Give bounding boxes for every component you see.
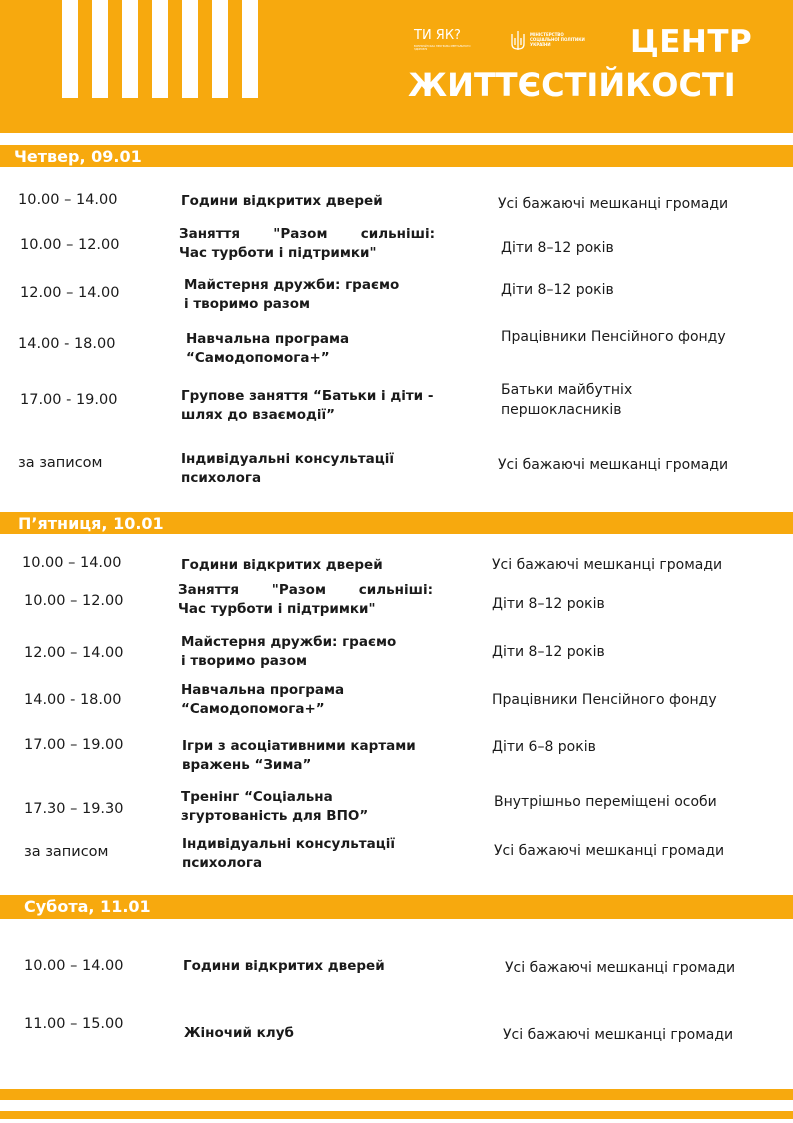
event-line: Жіночий клуб xyxy=(184,1025,294,1041)
time-slot: 10.00 – 12.00 xyxy=(20,237,120,253)
audience-line: Батьки майбутніх xyxy=(501,382,633,398)
decorative-stripe xyxy=(62,0,78,98)
time-slot: 14.00 - 18.00 xyxy=(24,692,122,708)
time-slot: 17.00 – 19.00 xyxy=(24,737,124,753)
event-title xyxy=(182,835,472,873)
audience: Працівники Пенсійного фонду xyxy=(501,329,726,345)
event-line xyxy=(179,225,435,244)
time-slot: 17.30 – 19.30 xyxy=(24,801,124,817)
ti-yak-logo: ТИ ЯК? xyxy=(414,28,461,43)
audience: Діти 8–12 років xyxy=(501,240,614,256)
audience: Усі бажаючі мешканці громади xyxy=(494,843,725,859)
event-line: Майстерня дружби: граємо xyxy=(184,277,400,293)
time-slot: 10.00 – 14.00 xyxy=(22,555,122,571)
time-slot: 17.00 - 19.00 xyxy=(20,392,118,408)
ministry-logo-text xyxy=(530,32,585,47)
event-word: Заняття xyxy=(178,582,240,598)
event-line: Години відкритих дверей xyxy=(181,557,383,573)
event-title xyxy=(184,1024,474,1043)
trident-icon xyxy=(509,30,527,52)
event-title xyxy=(181,633,471,671)
event-line: Ігри з асоціативними картами xyxy=(182,738,416,754)
audience xyxy=(501,380,632,420)
footer-line xyxy=(0,1111,793,1119)
time-slot: 14.00 - 18.00 xyxy=(18,336,116,352)
event-word: "Разом xyxy=(273,226,328,242)
title-line-2: ЖИТТЄСТІЙКОСТІ xyxy=(408,66,736,104)
event-title xyxy=(181,556,471,575)
event-title xyxy=(181,788,471,826)
ti-yak-caption: ВСЕУКРАЇНСЬКА ПРОГРАМА МЕНТАЛЬНОГО ЗДОРОВ'Я xyxy=(414,45,471,51)
audience: Внутрішньо переміщені особи xyxy=(494,794,717,810)
audience: Діти 6–8 років xyxy=(492,739,596,755)
day-label: Субота, 11.01 xyxy=(24,897,151,916)
event-line: Час турботи і підтримки" xyxy=(179,245,377,261)
time-slot: 12.00 – 14.00 xyxy=(20,285,120,301)
event-line: Години відкритих дверей xyxy=(183,958,385,974)
audience: Діти 8–12 років xyxy=(492,644,605,660)
event-line: психолога xyxy=(181,470,262,486)
day-header xyxy=(0,895,793,919)
event-title xyxy=(181,387,481,425)
event-line: і творимо разом xyxy=(181,653,308,669)
day-label: П’ятниця, 10.01 xyxy=(18,514,164,533)
time-slot: 10.00 – 14.00 xyxy=(18,192,118,208)
audience: Працівники Пенсійного фонду xyxy=(492,692,717,708)
event-word: сильніші: xyxy=(360,226,435,242)
event-line: Індивідуальні консультації xyxy=(181,451,394,467)
time-slot: 10.00 – 14.00 xyxy=(24,958,124,974)
time-slot: 12.00 – 14.00 xyxy=(24,645,124,661)
event-word: "Разом xyxy=(271,582,326,598)
decorative-stripe xyxy=(122,0,138,98)
event-line: вражень “Зима” xyxy=(182,757,312,773)
audience: Усі бажаючі мешканці громади xyxy=(503,1027,734,1043)
event-line: Години відкритих дверей xyxy=(181,193,383,209)
ministry-line: МІНІСТЕРСТВО xyxy=(530,32,564,37)
time-slot: за записом xyxy=(18,455,103,471)
event-title xyxy=(181,450,471,488)
ministry-line: УКРАЇНИ xyxy=(530,42,551,47)
event-title xyxy=(179,225,435,263)
event-title xyxy=(182,737,482,775)
audience: Усі бажаючі мешканці громади xyxy=(498,457,729,473)
ministry-line: СОЦІАЛЬНОЇ ПОЛІТИКИ xyxy=(530,37,585,42)
audience-line: першокласників xyxy=(501,402,622,418)
event-line: “Самодопомога+” xyxy=(181,701,325,717)
title-line-1: ЦЕНТР xyxy=(630,24,753,60)
decorative-stripe xyxy=(152,0,168,98)
day-header xyxy=(0,512,793,534)
day-label: Четвер, 09.01 xyxy=(14,147,142,166)
event-line: Навчальна програма xyxy=(186,331,350,347)
decorative-stripe xyxy=(242,0,258,98)
decorative-stripe xyxy=(212,0,228,98)
time-slot: за записом xyxy=(24,844,109,860)
event-line: Навчальна програма xyxy=(181,682,345,698)
event-line: Групове заняття “Батьки і діти - xyxy=(181,388,434,404)
event-line: шлях до взаємодії” xyxy=(181,407,336,423)
decorative-stripe xyxy=(92,0,108,98)
event-title xyxy=(181,681,471,719)
event-line xyxy=(178,581,433,600)
event-title xyxy=(178,581,433,619)
decorative-stripe xyxy=(182,0,198,98)
audience: Діти 8–12 років xyxy=(492,596,605,612)
time-slot: 11.00 – 15.00 xyxy=(24,1016,124,1032)
event-line: Тренінг “Соціальна xyxy=(181,789,333,805)
event-line: Час турботи і підтримки" xyxy=(178,601,376,617)
header-banner xyxy=(0,0,793,133)
event-line: і творимо разом xyxy=(184,296,311,312)
event-line: “Самодопомога+” xyxy=(186,350,330,366)
event-line: Майстерня дружби: граємо xyxy=(181,634,397,650)
footer-line xyxy=(0,1089,793,1100)
event-title xyxy=(181,192,471,211)
event-title xyxy=(184,276,474,314)
event-word: сильніші: xyxy=(358,582,433,598)
audience: Усі бажаючі мешканці громади xyxy=(505,960,736,976)
event-line: Індивідуальні консультації xyxy=(182,836,395,852)
audience: Усі бажаючі мешканці громади xyxy=(498,196,729,212)
audience: Діти 8–12 років xyxy=(501,282,614,298)
time-slot: 10.00 – 12.00 xyxy=(24,593,124,609)
event-title xyxy=(183,957,473,976)
day-header xyxy=(0,145,793,167)
event-line: згуртованість для ВПО” xyxy=(181,808,369,824)
event-line: психолога xyxy=(182,855,263,871)
event-title xyxy=(186,330,476,368)
audience: Усі бажаючі мешканці громади xyxy=(492,557,723,573)
event-word: Заняття xyxy=(179,226,241,242)
